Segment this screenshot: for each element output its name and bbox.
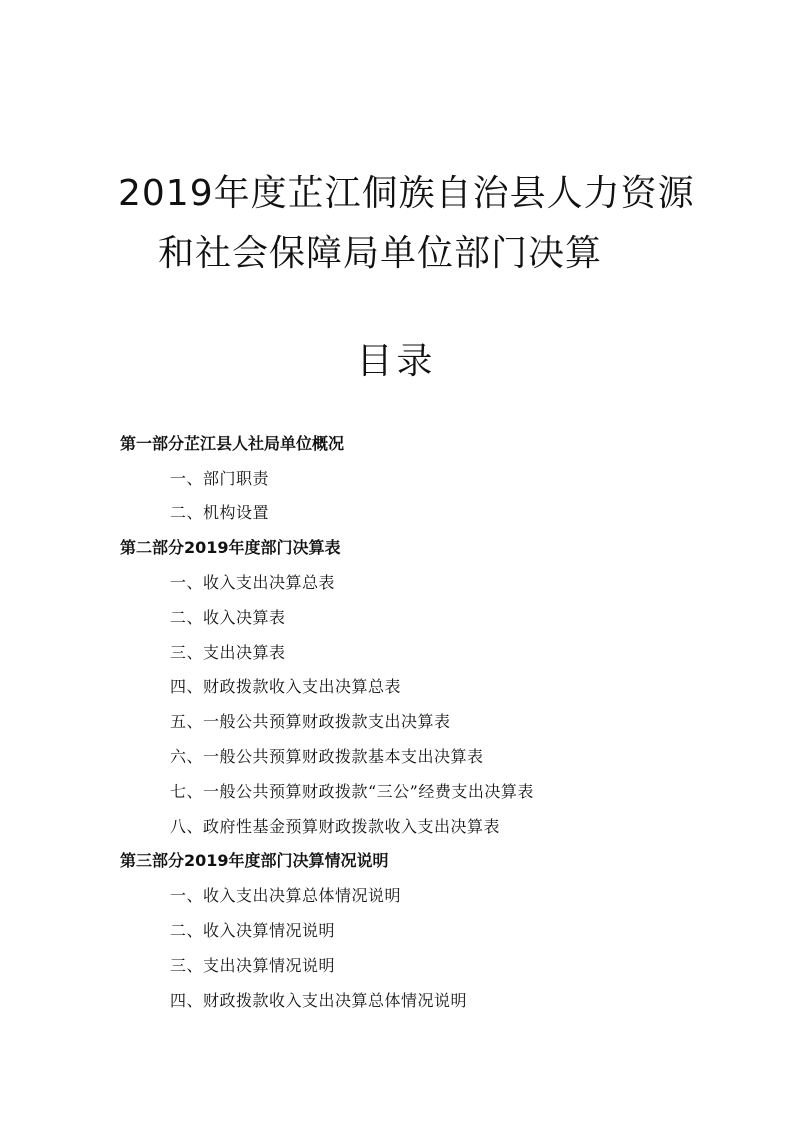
document-title-line-1: 2019年度芷江侗族自治县人力资源 bbox=[118, 173, 695, 214]
toc-entry: 一、收入支出决算总体情况说明 bbox=[170, 886, 402, 906]
toc-entry: 八、政府性基金预算财政拨款收入支出决算表 bbox=[170, 816, 501, 836]
toc-entry: 五、一般公共预算财政拨款支出决算表 bbox=[170, 712, 451, 732]
toc-entry: 三、支出决算表 bbox=[170, 642, 286, 662]
toc-entry: 三、支出决算情况说明 bbox=[170, 955, 336, 975]
toc-entry: 七、一般公共预算财政拨款“三公”经费支出决算表 bbox=[170, 781, 534, 801]
toc-heading: 目录 bbox=[356, 341, 437, 382]
toc-entry: 四、财政拨款收入支出决算总体情况说明 bbox=[170, 990, 468, 1010]
toc-entry: 一、部门职责 bbox=[170, 468, 270, 488]
toc-entry: 六、一般公共预算财政拨款基本支出决算表 bbox=[170, 747, 484, 767]
document-title-line-2: 和社会保障局单位部门决算 bbox=[158, 233, 603, 274]
toc-entry: 四、财政拨款收入支出决算总表 bbox=[170, 677, 402, 697]
toc-part-3-heading: 第三部分2019年度部门决算情况说明 bbox=[120, 851, 389, 871]
toc-entry: 二、收入决算表 bbox=[170, 607, 286, 627]
toc-entry: 二、机构设置 bbox=[170, 503, 270, 523]
toc-entry: 二、收入决算情况说明 bbox=[170, 921, 336, 941]
toc-entry: 一、收入支出决算总表 bbox=[170, 573, 336, 593]
toc-part-2-heading: 第二部分2019年度部门决算表 bbox=[120, 538, 341, 558]
toc-part-1-heading: 第一部分芷江县人社局单位概况 bbox=[120, 433, 345, 453]
table-of-contents bbox=[0, 425, 793, 1017]
